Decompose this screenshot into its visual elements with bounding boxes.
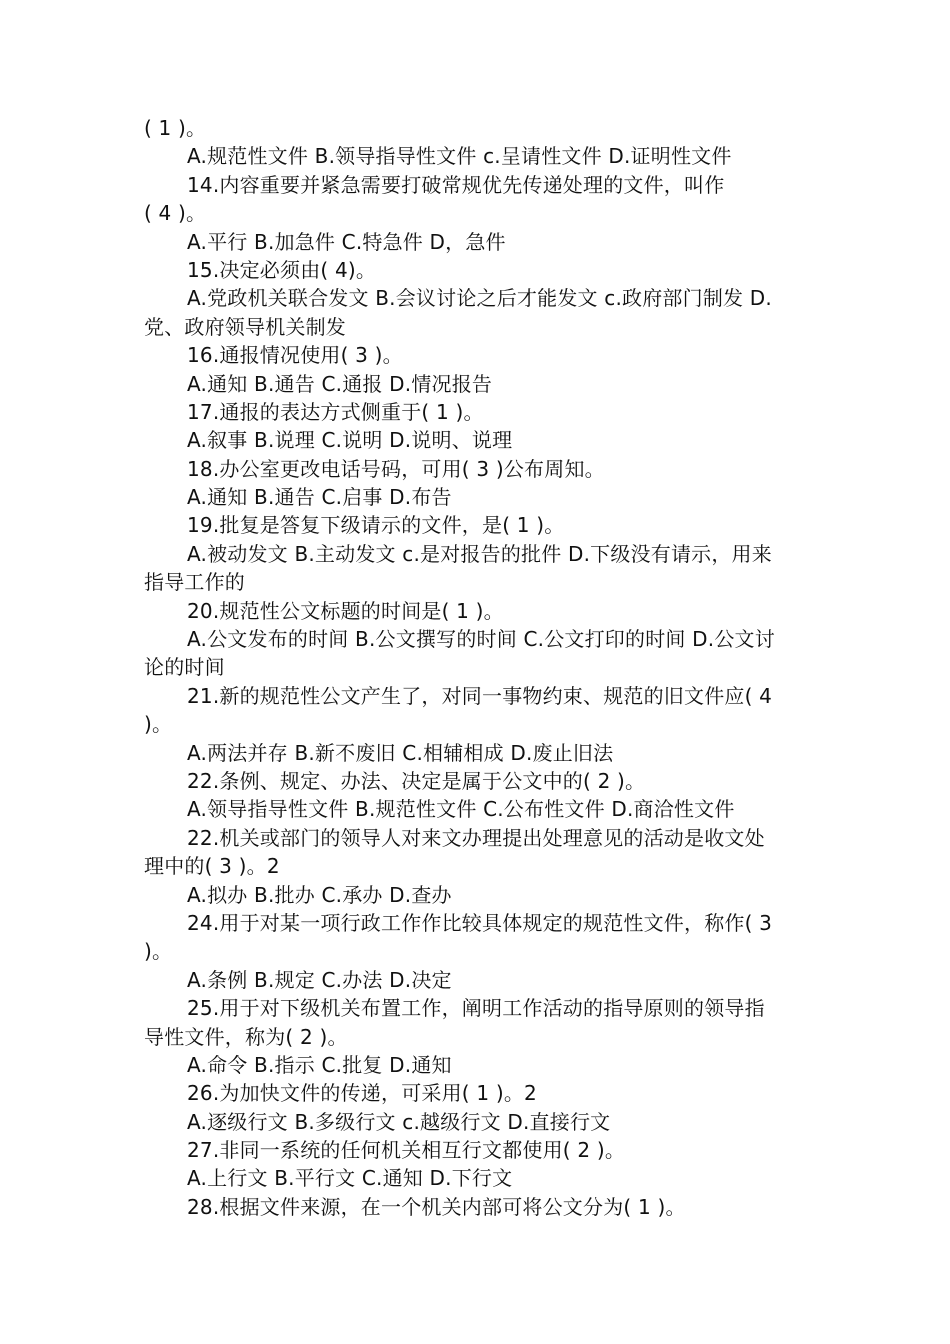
- text-line: 指导工作的: [144, 570, 245, 595]
- text-line: 28.根据文件来源，在一个机关内部可将公文分为( 1 )。: [187, 1194, 686, 1219]
- text-line: 22.条例、规定、办法、决定是属于公文中的( 2 )。: [187, 768, 646, 793]
- text-line: 26.为加快文件的传递，可采用( 1 )。2: [187, 1081, 537, 1106]
- text-line: 理中的( 3 )。2: [144, 854, 280, 879]
- text-line: )。: [144, 712, 173, 737]
- text-line: A.上行文 B.平行文 C.通知 D.下行文: [187, 1166, 513, 1191]
- text-line: 21.新的规范性公文产生了，对同一事物约束、规范的旧文件应( 4: [187, 683, 773, 708]
- text-line: 18.办公室更改电话号码，可用( 3 )公布周知。: [187, 456, 605, 481]
- text-line: 25.用于对下级机关布置工作，阐明工作活动的指导原则的领导指: [187, 996, 765, 1021]
- text-line: 论的时间: [144, 655, 225, 680]
- text-line: 17.通报的表达方式侧重于( 1 )。: [187, 399, 484, 424]
- text-line: 14.内容重要并紧急需要打破常规优先传递处理的文件，叫作: [187, 172, 725, 197]
- text-line: A.通知 B.通告 C.启事 D.布告: [187, 485, 452, 510]
- text-line: A.拟办 B.批办 C.承办 D.查办: [187, 882, 452, 907]
- text-line: )。: [144, 939, 173, 964]
- text-line: ( 1 )。: [144, 116, 207, 140]
- text-line: 16.通报情况使用( 3 )。: [187, 343, 403, 368]
- text-line: 27.非同一系统的任何机关相互行文都使用( 2 )。: [187, 1138, 626, 1163]
- text-line: 24.用于对某一项行政工作作比较具体规定的规范性文件，称作( 3: [187, 910, 773, 935]
- text-line: 19.批复是答复下级请示的文件，是( 1 )。: [187, 513, 565, 538]
- text-line: 党、政府领导机关制发: [144, 314, 346, 339]
- text-line: 15.决定必须由( 4)。: [187, 257, 377, 282]
- text-line: A.通知 B.通告 C.通报 D.情况报告: [187, 371, 493, 396]
- text-line: A.条例 B.规定 C.办法 D.决定: [187, 967, 452, 992]
- text-line: A.平行 B.加急件 C.特急件 D，急件: [187, 229, 506, 254]
- text-line: A.命令 B.指示 C.批复 D.通知: [187, 1052, 452, 1077]
- text-line: A.逐级行文 B.多级行文 c.越级行文 D.直接行文: [187, 1109, 611, 1134]
- text-line: 22.机关或部门的领导人对来文办理提出处理意见的活动是收文处: [187, 825, 765, 850]
- text-line: A.领导指导性文件 B.规范性文件 C.公布性文件 D.商洽性文件: [187, 797, 735, 822]
- text-line: A.叙事 B.说理 C.说明 D.说明、说理: [187, 428, 513, 453]
- text-line: A.公文发布的时间 B.公文撰写的时间 C.公文打印的时间 D.公文讨: [187, 627, 775, 652]
- text-line: 导性文件，称为( 2 )。: [144, 1024, 348, 1049]
- question-text-block: [144, 114, 808, 1221]
- text-line: A.两法并存 B.新不废旧 C.相辅相成 D.废止旧法: [187, 740, 614, 765]
- text-line: A.被动发文 B.主动发文 c.是对报告的批件 D.下级没有请示，用来: [187, 541, 772, 566]
- text-line: 20.规范性公文标题的时间是( 1 )。: [187, 598, 504, 623]
- text-line: A.党政机关联合发文 B.会议讨论之后才能发文 c.政府部门制发 D.: [187, 286, 772, 311]
- text-line: A.规范性文件 B.领导指导性文件 c.呈请性文件 D.证明性文件: [187, 144, 732, 169]
- text-line: ( 4 )。: [144, 201, 207, 226]
